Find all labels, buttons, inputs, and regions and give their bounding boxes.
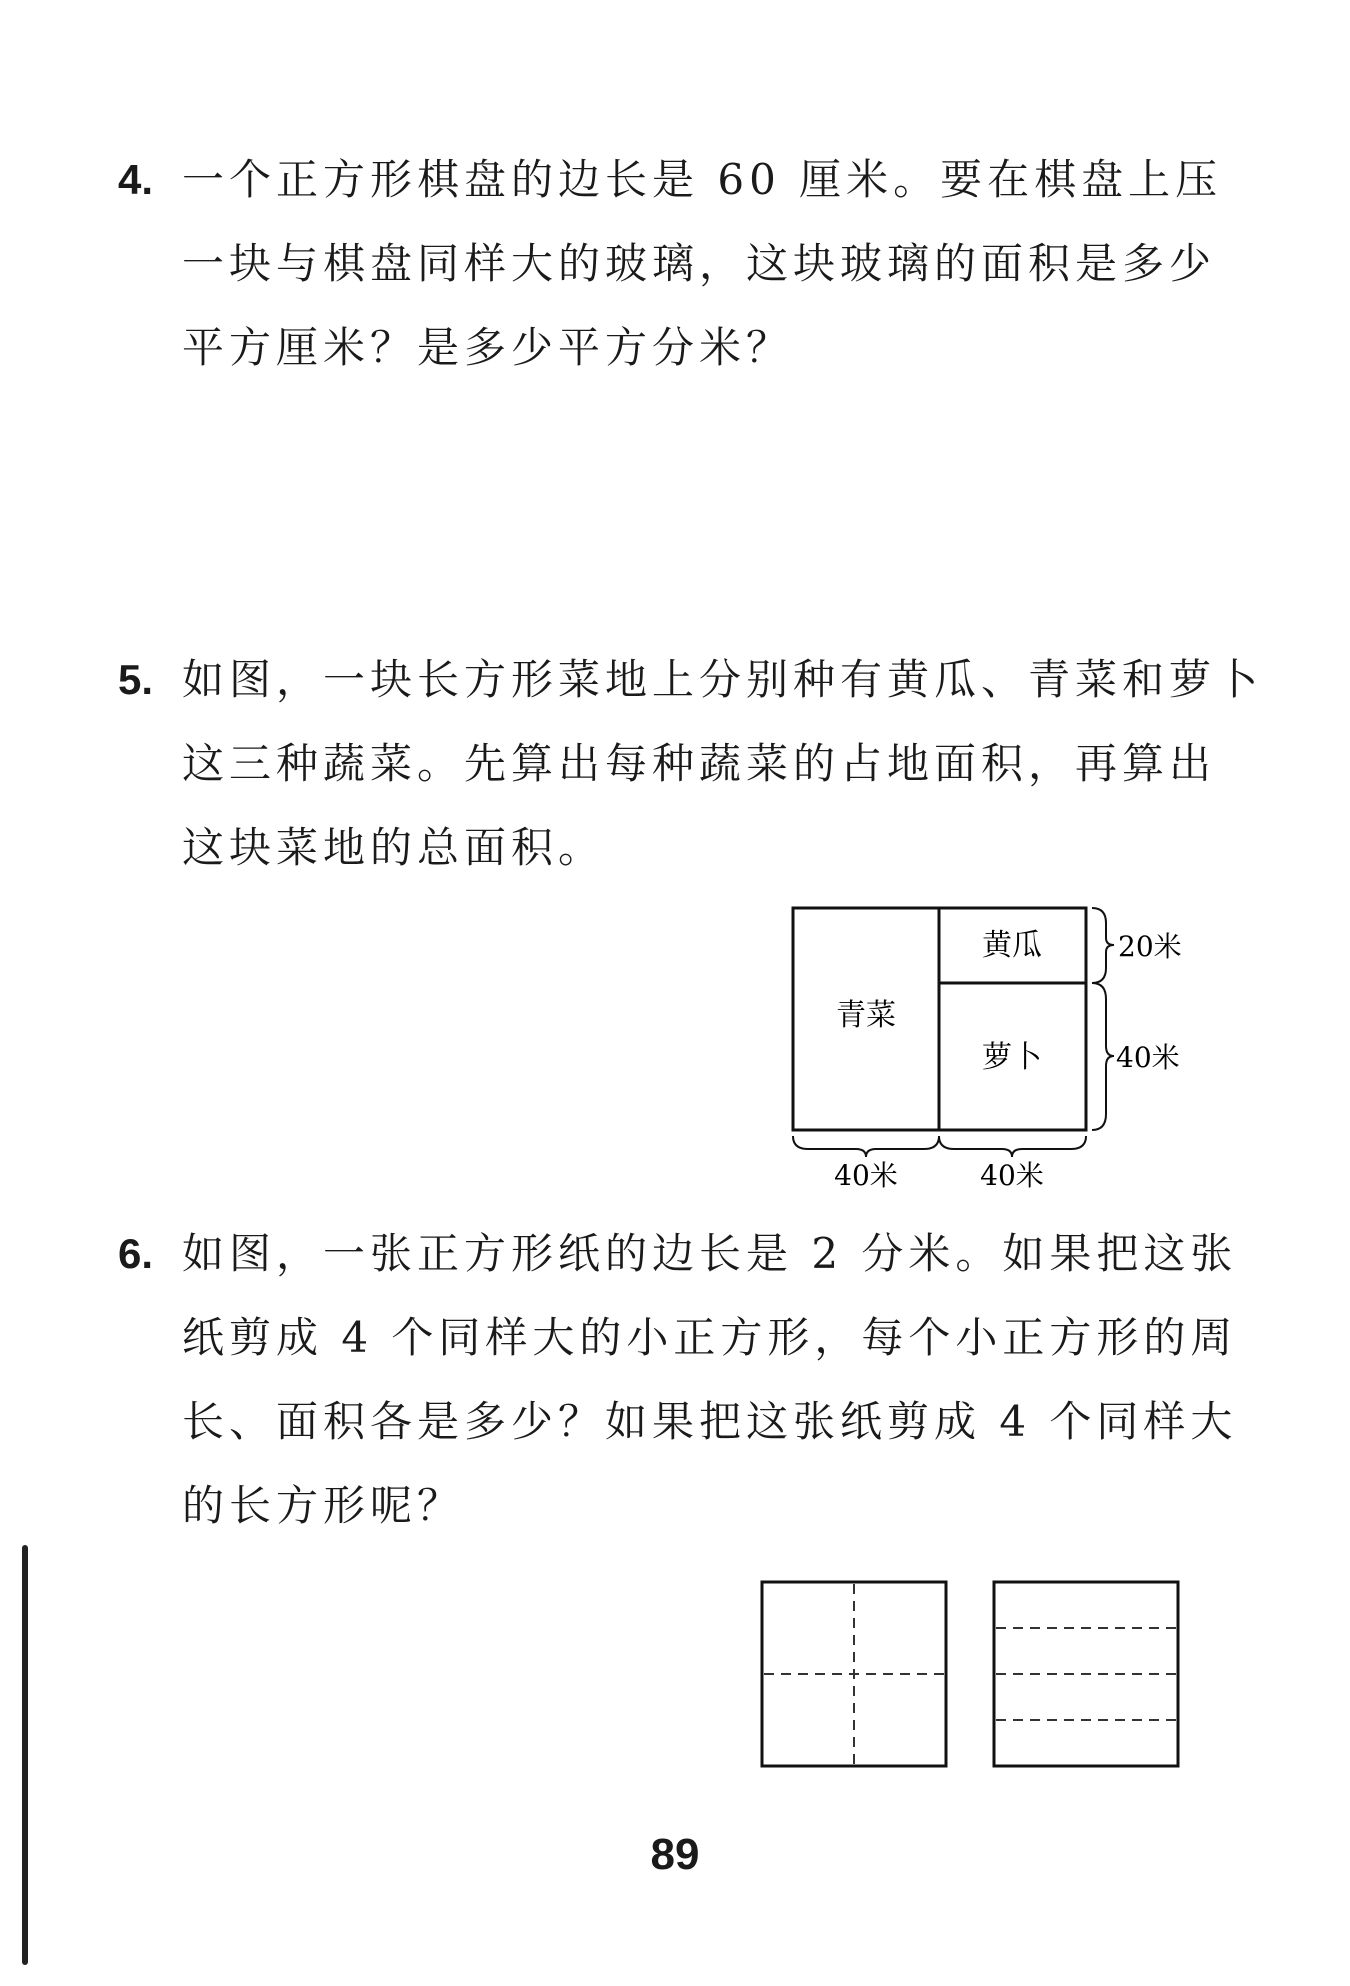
dimension-label-40m-left: 40米 (834, 1159, 898, 1192)
problem-text-line: 这块菜地的总面积。 (182, 823, 606, 872)
page-number: 89 (650, 1830, 700, 1879)
problem-text-line: 这三种蔬菜。先算出每种蔬菜的占地面积，再算出 (182, 739, 1217, 788)
problem-number: 6. (118, 1230, 154, 1277)
brace-bottom-right (939, 1136, 1086, 1157)
dimension-label-20m: 20米 (1118, 930, 1182, 963)
region-label-huanggua: 黄瓜 (982, 928, 1042, 963)
problem-text-line: 平方厘米？是多少平方分米？ (182, 323, 794, 372)
brace-right-bottom (1092, 983, 1114, 1130)
problem-text-line: 纸剪成 4 个同样大的小正方形，每个小正方形的周 (182, 1313, 1238, 1362)
brace-bottom-left (793, 1136, 939, 1157)
dimension-label-40m-right-width: 40米 (980, 1159, 1044, 1192)
problem-text-line: 一个正方形棋盘的边长是 60 厘米。要在棋盘上压 (182, 155, 1223, 204)
dimension-label-40m-right: 40米 (1116, 1041, 1180, 1074)
problem-text-line: 长、面积各是多少？如果把这张纸剪成 4 个同样大 (182, 1397, 1238, 1446)
problem-number: 5. (118, 656, 154, 703)
brace-right-top (1092, 908, 1114, 983)
problem-text-line: 的长方形呢？ (182, 1481, 465, 1530)
vegetable-field-diagram (780, 895, 1200, 1205)
problem-number: 4. (118, 156, 154, 203)
problem-text-line: 如图，一块长方形菜地上分别种有黄瓜、青菜和萝卜 (182, 655, 1264, 704)
page-edge-shadow (22, 1545, 28, 1965)
region-label-luobo: 萝卜 (982, 1040, 1042, 1075)
problem-text-line: 如图，一张正方形纸的边长是 2 分米。如果把这张 (182, 1229, 1238, 1278)
problem-text-line: 一块与棋盘同样大的玻璃，这块玻璃的面积是多少 (182, 239, 1217, 288)
region-label-qingcai: 青菜 (836, 998, 896, 1033)
square-cut-four-rectangles-diagram (992, 1580, 1182, 1770)
square-cut-four-squares-diagram (760, 1580, 950, 1770)
